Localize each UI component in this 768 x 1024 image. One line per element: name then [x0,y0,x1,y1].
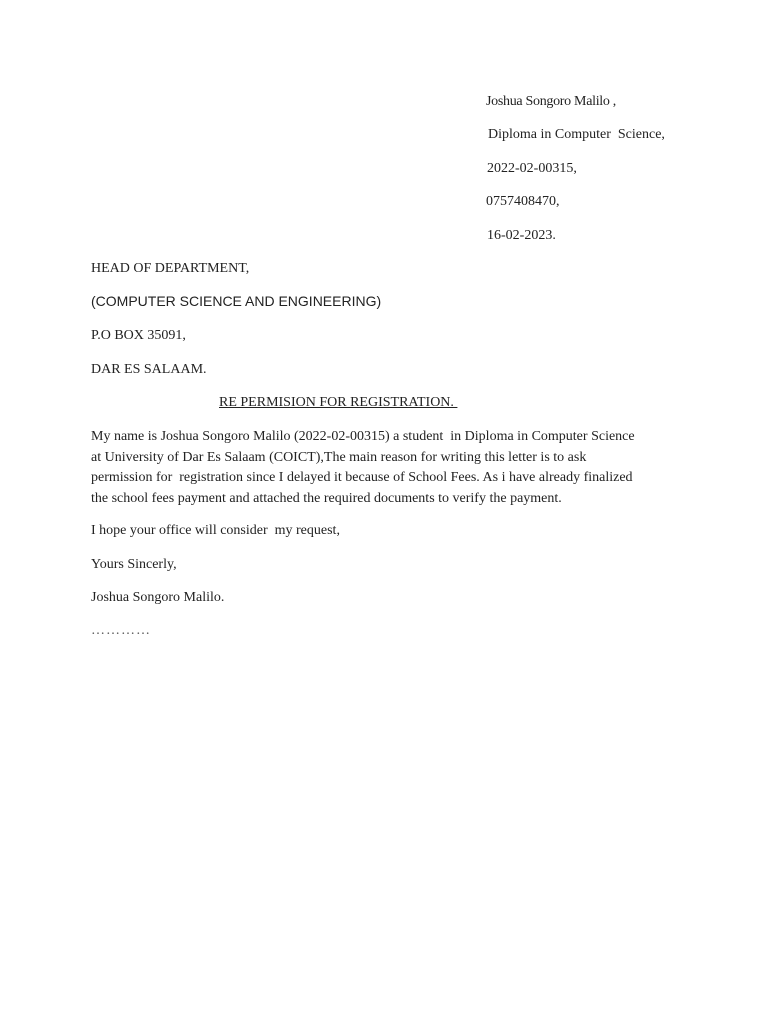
closing-request: I hope your office will consider my request, [91,523,340,538]
sender-name: Joshua Songoro Malilo , [486,94,616,109]
recipient-city: DAR ES SALAAM. [91,362,207,377]
valediction: Yours Sincerly, [91,557,177,572]
body-line: at University of Dar Es Salaam (COICT),The main reason for writing this letter is to ask [91,449,587,465]
sender-program: Diploma in Computer Science, [488,127,665,142]
recipient-department: (COMPUTER SCIENCE AND ENGINEERING) [91,293,382,309]
recipient-po-box: P.O BOX 35091, [91,328,186,343]
letter-date: 16-02-2023. [487,228,556,243]
sender-phone: 0757408470, [486,194,560,209]
sender-reg-number: 2022-02-00315, [487,161,577,176]
signature-line: ………… [91,623,151,638]
body-line: My name is Joshua Songoro Malilo (2022-02-00315) a student in Diploma in Computer Science [91,429,635,444]
letter-subject: RE PERMISION FOR REGISTRATION. [219,395,458,410]
body-line: permission for registration since I delayed it because of School Fees. As i have already finalized [91,470,633,485]
body-line: the school fees payment and attached the required documents to verify the payment. [91,490,562,506]
letter-body [91,427,691,509]
signature-name: Joshua Songoro Malilo. [91,590,225,605]
recipient-title: HEAD OF DEPARTMENT, [91,261,250,276]
